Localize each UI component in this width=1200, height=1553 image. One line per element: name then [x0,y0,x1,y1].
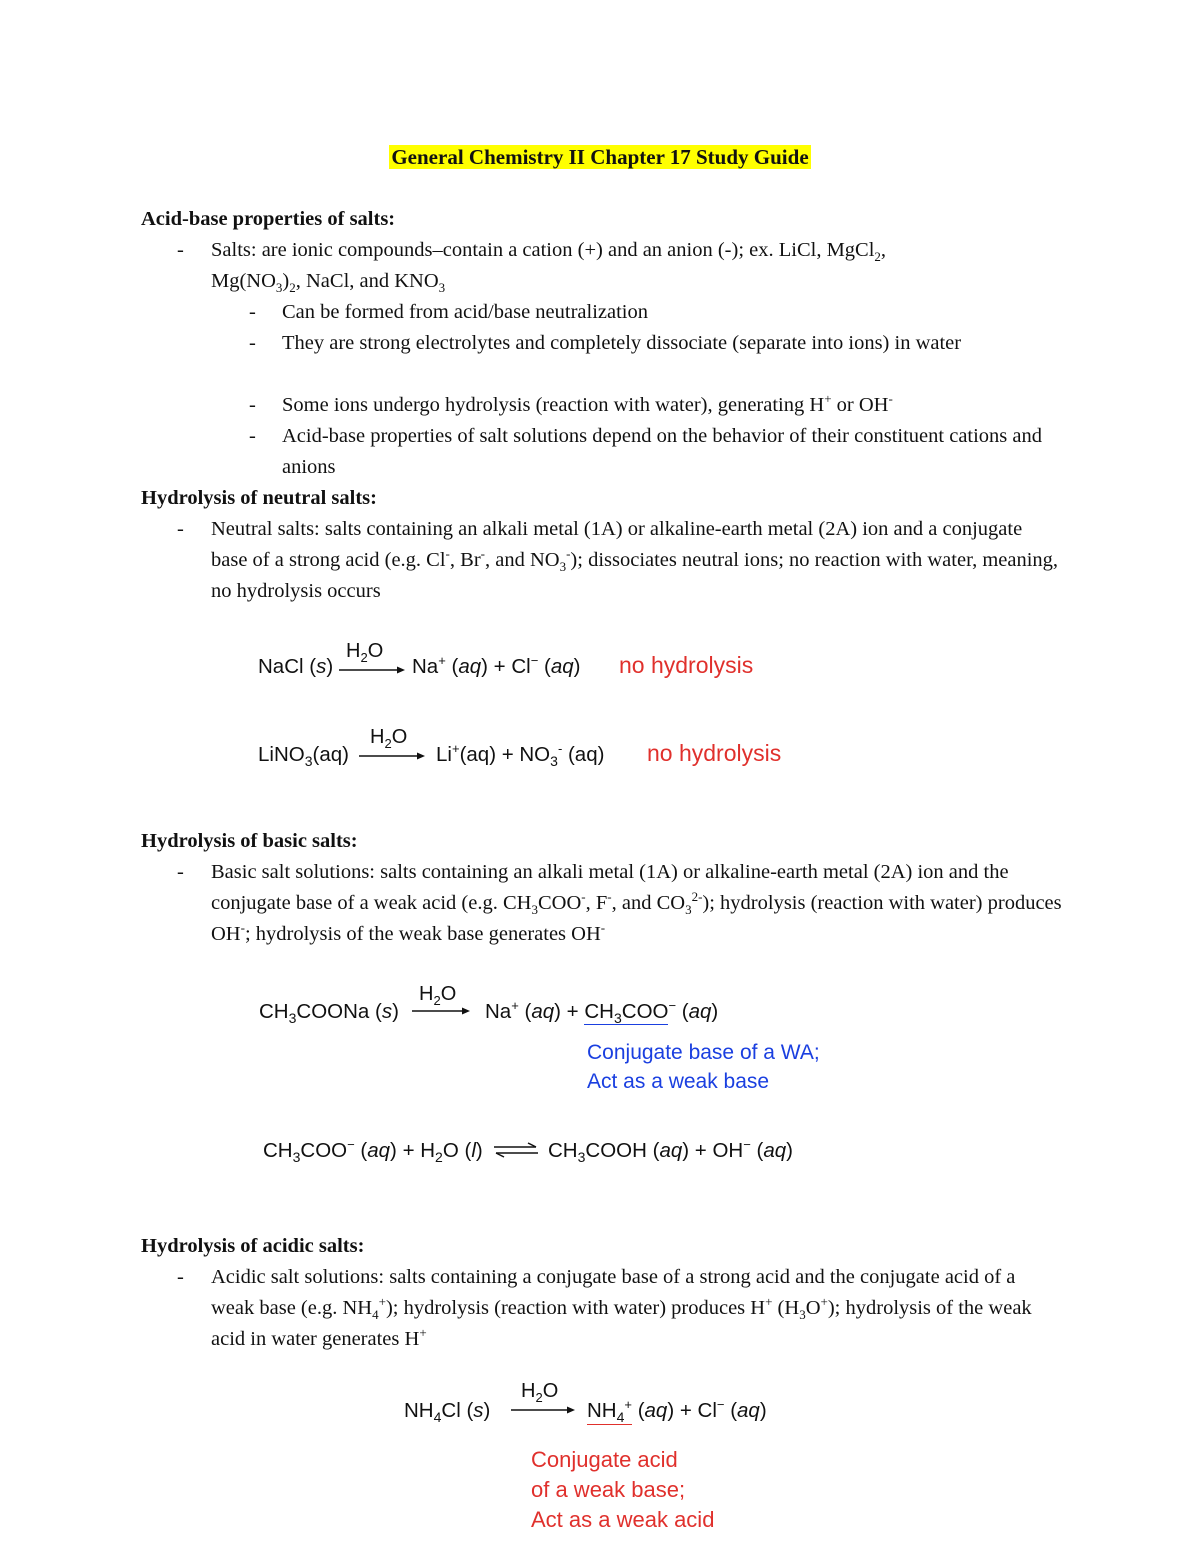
reaction-arrow [412,1006,470,1016]
section-heading-acidic: Hydrolysis of acidic salts: [141,1235,365,1257]
salts-point-neutralization: Can be formed from acid/base neutralization [282,301,649,323]
equation-nacl: NaCl (s) [258,655,334,678]
equation-nacl-products: Na+ (aq) + Cl− (aq) [412,653,581,678]
equation-nh4cl: $NH_4Cl$ (s) [404,1399,491,1426]
bullet-dash: - [177,239,184,261]
equation-nh4cl-products: $NH_4^+$ (aq) + Cl− (aq) [587,1397,767,1426]
equation-lino3: LiNO$_3$(aq) [258,743,349,770]
bullet-dash: - [249,425,256,447]
bullet-dash: - [249,394,256,416]
reaction-arrow [359,751,425,761]
h2o-over-arrow: $H_2O$ [370,726,408,751]
bullet-dash: - [249,301,256,323]
neutral-salts-definition: Neutral salts: salts containing an alkali metal (1A) or alkaline-earth metal (2A) ion and a conjugate base of a strong acid (e.g. Cl-, Br-, and $NO_3^-$); dissociates neutral ions; no reaction with water, meaning, no hydrolysis occurs [211,518,1059,602]
equation-ch3cooh-products: $CH_3COOH$ (aq) + OH− (aq) [548,1137,793,1166]
h2o-over-arrow: $H_2O$ [521,1380,559,1405]
section-heading-basic: Hydrolysis of basic salts: [141,830,358,852]
salts-point-behavior: Acid-base properties of salt solutions depend on the behavior of their constituent cations and anions [282,425,1043,478]
equation-ch3coona: $CH_3COONa$ (s) [259,1000,399,1027]
conjugate-acid-note: Conjugate acid of a weak base; Act as a weak acid [531,1447,715,1532]
no-hydrolysis-label-2: no hydrolysis [647,740,782,766]
bullet-dash: - [177,861,184,883]
equation-lino3-products: $Li^+(aq) + NO_3^-$ (aq) [436,741,605,770]
h2o-over-arrow: $H_2O$ [346,640,384,665]
section-heading-neutral: Hydrolysis of neutral salts: [141,487,377,509]
reaction-arrow [339,665,405,675]
conjugate-base-note: Conjugate base of a WA; Act as a weak base [587,1041,820,1093]
acidic-salts-definition: Acidic salt solutions: salts containing a conjugate base of a strong acid and the conjugate acid of a weak base (e.g. $NH_4^+$); hydrolysis (reaction with water) produces H+ $(H_3O^+)$; hydrolysis of the weak acid in water generates H+ [211,1266,1032,1350]
equilibrium-arrow [494,1142,538,1158]
basic-salts-definition: Basic salt solutions: salts containing an alkali metal (1A) or alkaline-earth metal (2A) ion and the conjugate base of a weak acid (e.g. $CH_3COO^-$, F-, and $CO_3^{2-}$); hydrolysis (reaction with water) produces OH-; hydrolysis of the weak base generates OH- [211,861,1062,945]
no-hydrolysis-label-1: no hydrolysis [619,652,754,678]
page-title: General Chemistry II Chapter 17 Study Guide [391,145,809,169]
reaction-arrow [511,1405,575,1415]
bullet-dash: - [177,1266,184,1288]
bullet-dash: - [249,332,256,354]
bullet-dash: - [177,518,184,540]
salts-point-electrolytes: They are strong electrolytes and completely dissociate (separate into ions) in water [282,332,962,354]
equation-ch3coo-equilibrium: $CH_3COO^-$ $(aq) + H_2O$ (l) [263,1137,483,1166]
salts-definition: Salts: are ionic compounds–contain a cation (+) and an anion (-); ex. LiCl, MgCl$_2$, $Mg(NO_3)_2$, NaCl, and $KNO_3$ [211,239,887,296]
section-heading-acid-base: Acid-base properties of salts: [141,208,396,230]
h2o-over-arrow: $H_2O$ [419,983,457,1008]
equation-ch3coona-products: Na+ $(aq) + CH_3COO^-$ (aq) [485,998,719,1027]
salts-point-hydrolysis: Some ions undergo hydrolysis (reaction with water), generating H+ or OH- [282,391,893,416]
